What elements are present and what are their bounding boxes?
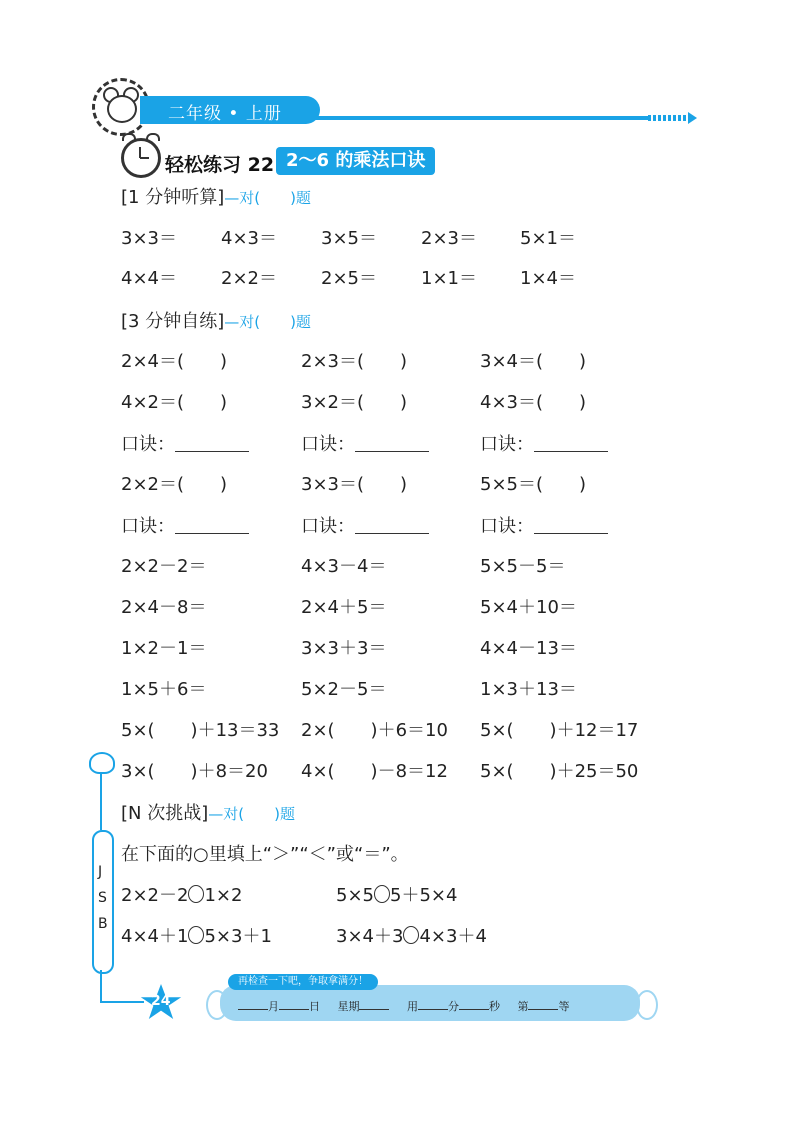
problem: 3×4＝( ) bbox=[480, 351, 587, 372]
side-letter: J bbox=[98, 864, 103, 880]
side-line bbox=[100, 970, 102, 1002]
answer-blank[interactable] bbox=[175, 517, 249, 534]
problem: 1×3＋13＝ bbox=[480, 679, 577, 700]
problem: 1×1＝ bbox=[421, 268, 477, 289]
comparison-item bbox=[121, 922, 272, 948]
bird-icon bbox=[89, 752, 115, 774]
mnemonic-line bbox=[121, 430, 249, 456]
problem: 5×2－5＝ bbox=[301, 679, 387, 700]
alarm-clock-icon bbox=[121, 138, 161, 178]
instruction: 在下面的○里填上“＞”“＜”或“＝”。 bbox=[121, 844, 409, 865]
mnemonic-label: 口诀： bbox=[301, 516, 355, 537]
problem: 4×3＝ bbox=[221, 228, 277, 249]
comparison-left: 3×4＋3 bbox=[336, 926, 404, 947]
answer-blank[interactable] bbox=[175, 435, 249, 452]
problem: 5×( )＋12＝17 bbox=[480, 720, 639, 741]
problem: 3×5＝ bbox=[321, 228, 377, 249]
header-dash-decoration bbox=[648, 115, 688, 121]
section-1-score: —对( )题 bbox=[224, 189, 311, 207]
comparison-left: 5×5 bbox=[336, 885, 374, 906]
problem: 2×4－8＝ bbox=[121, 597, 207, 618]
compare-circle[interactable] bbox=[374, 885, 390, 903]
weekday-label: 星期 bbox=[337, 1000, 360, 1013]
comparison-item bbox=[336, 922, 487, 948]
problem: 2×2＝ bbox=[221, 268, 277, 289]
header-rule bbox=[300, 116, 650, 120]
section-3-header bbox=[121, 799, 295, 825]
problem: 3×3＝( ) bbox=[301, 474, 408, 495]
problem: 5×5－5＝ bbox=[480, 556, 566, 577]
problem: 2×2＝( ) bbox=[121, 474, 228, 495]
used-label: 用 bbox=[406, 1000, 418, 1013]
comparison-left: 2×2－2 bbox=[121, 885, 189, 906]
answer-blank[interactable] bbox=[355, 435, 429, 452]
section-2-title: [3 分钟自练] bbox=[121, 311, 225, 332]
arrow-right-icon bbox=[688, 112, 697, 124]
month-label: 月 bbox=[268, 1000, 279, 1013]
mnemonic-label: 口诀： bbox=[121, 516, 175, 537]
side-letter: S bbox=[98, 890, 107, 906]
problem: 5×4＋10＝ bbox=[480, 597, 577, 618]
mnemonic-line bbox=[301, 512, 429, 538]
problem: 5×( )＋25＝50 bbox=[480, 761, 639, 782]
page-number: 24 bbox=[151, 993, 171, 1009]
section-1-title: [1 分钟听算] bbox=[121, 187, 225, 208]
problem: 5×( )＋13＝33 bbox=[121, 720, 280, 741]
grade-label: 二年级 • 上册 bbox=[168, 104, 282, 124]
problem: 1×4＝ bbox=[520, 268, 576, 289]
side-line bbox=[100, 772, 102, 830]
problem: 5×1＝ bbox=[520, 228, 576, 249]
mnemonic-label: 口诀： bbox=[301, 434, 355, 455]
problem: 2×3＝ bbox=[421, 228, 477, 249]
comparison-right: 1×2 bbox=[204, 885, 243, 906]
problem: 1×5＋6＝ bbox=[121, 679, 207, 700]
problem: 3×2＝( ) bbox=[301, 392, 408, 413]
answer-blank[interactable] bbox=[355, 517, 429, 534]
mnemonic-line bbox=[301, 430, 429, 456]
side-letter: B bbox=[98, 916, 108, 932]
problem: 4×3＝( ) bbox=[480, 392, 587, 413]
comparison-item bbox=[121, 881, 242, 907]
side-line bbox=[100, 1001, 144, 1003]
mnemonic-line bbox=[121, 512, 249, 538]
compare-circle[interactable] bbox=[188, 885, 204, 903]
mnemonic-label: 口诀： bbox=[121, 434, 175, 455]
comparison-right: 5×3＋1 bbox=[204, 926, 272, 947]
problem: 3×3＋3＝ bbox=[301, 638, 387, 659]
answer-blank[interactable] bbox=[534, 517, 608, 534]
compare-circle[interactable] bbox=[403, 926, 419, 944]
problem: 2×4＋5＝ bbox=[301, 597, 387, 618]
problem: 2×5＝ bbox=[321, 268, 377, 289]
problem: 4×3－4＝ bbox=[301, 556, 387, 577]
comparison-right: 5＋5×4 bbox=[390, 885, 458, 906]
problem: 1×2－1＝ bbox=[121, 638, 207, 659]
compare-circle[interactable] bbox=[188, 926, 204, 944]
mnemonic-line bbox=[480, 430, 608, 456]
day-label: 日 bbox=[309, 1000, 320, 1013]
problem: 4×4－13＝ bbox=[480, 638, 577, 659]
problem: 3×3＝ bbox=[121, 228, 177, 249]
section-1-header bbox=[121, 183, 311, 209]
comparison-item bbox=[336, 881, 457, 907]
mnemonic-label: 口诀： bbox=[480, 516, 534, 537]
comparison-right: 4×3＋4 bbox=[419, 926, 487, 947]
section-3-score: —对( )题 bbox=[208, 805, 295, 823]
problem: 4×( )－8＝12 bbox=[301, 761, 448, 782]
problem: 2×3＝( ) bbox=[301, 351, 408, 372]
section-2-score: —对( )题 bbox=[224, 313, 311, 331]
lesson-label: 轻松练习 22 bbox=[165, 154, 275, 176]
problem: 2×4＝( ) bbox=[121, 351, 228, 372]
second-label: 秒 bbox=[488, 1000, 500, 1013]
problem: 4×4＝ bbox=[121, 268, 177, 289]
mnemonic-line bbox=[480, 512, 608, 538]
problem: 5×5＝( ) bbox=[480, 474, 587, 495]
problem: 3×( )＋8＝20 bbox=[121, 761, 268, 782]
minute-label: 分 bbox=[447, 1000, 459, 1013]
mnemonic-label: 口诀： bbox=[480, 434, 534, 455]
footer-fields bbox=[238, 998, 569, 1014]
section-2-header bbox=[121, 307, 311, 333]
lesson-topic: 2～6 的乘法口诀 bbox=[276, 147, 435, 175]
section-3-title: [N 次挑战] bbox=[121, 803, 209, 824]
rank-suffix: 等 bbox=[558, 1000, 570, 1013]
problem: 2×( )＋6＝10 bbox=[301, 720, 448, 741]
problem: 4×2＝( ) bbox=[121, 392, 228, 413]
footer-tag: 再检查一下吧，争取拿满分！ bbox=[228, 974, 378, 990]
answer-blank[interactable] bbox=[534, 435, 608, 452]
rank-prefix: 第 bbox=[517, 1000, 529, 1013]
problem: 2×2－2＝ bbox=[121, 556, 207, 577]
comparison-left: 4×4＋1 bbox=[121, 926, 189, 947]
